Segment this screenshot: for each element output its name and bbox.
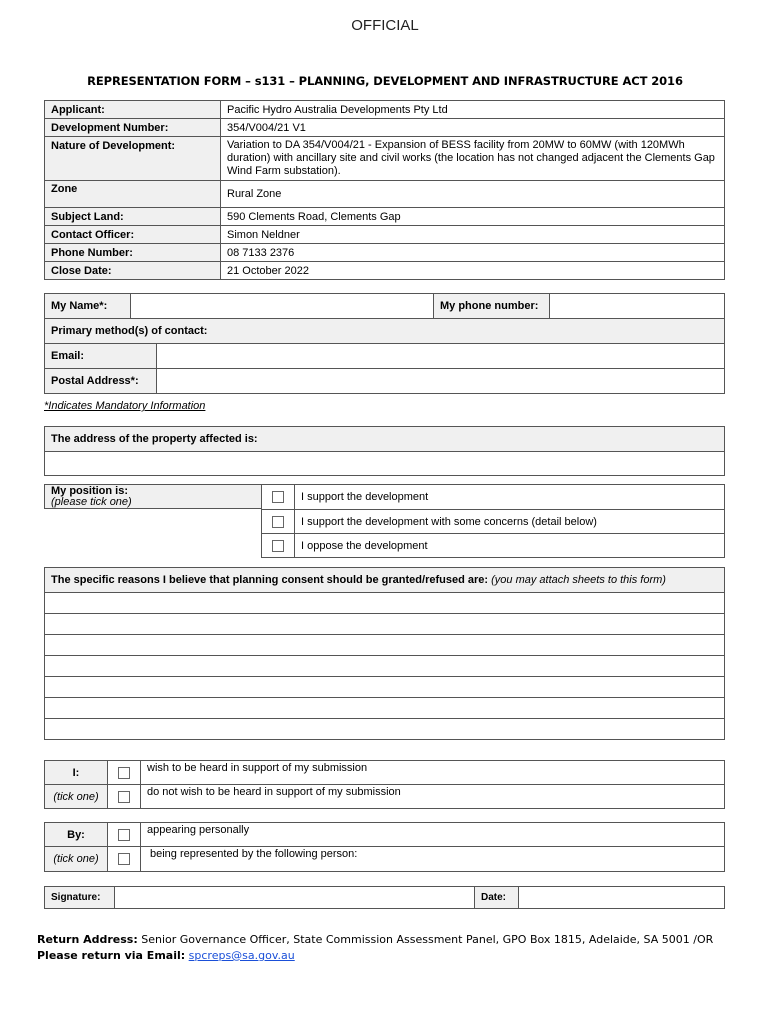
zone-value: Rural Zone [221,181,725,208]
oppose-checkbox[interactable] [272,540,284,552]
nature-value: Variation to DA 354/V004/21 - Expansion of BESS facility from 20MW to 60MW (with 120MWh duration) with ancillary site and civil works (the location has not changed adjacent the Clements Gap Wind Farm substation). [221,137,725,181]
reasons-line[interactable] [45,656,725,677]
reasons-line[interactable] [45,719,725,740]
close-date-label: Close Date: [45,262,221,280]
my-phone-label: My phone number: [434,294,550,319]
reasons-line[interactable] [45,677,725,698]
heard-label: I: [45,761,108,785]
signature-field[interactable] [115,887,475,909]
support-checkbox[interactable] [272,491,284,503]
table-row [45,119,725,137]
my-name-label: My Name*: [45,294,131,319]
classification-label: OFFICIAL [351,17,419,34]
property-address-field[interactable] [45,452,725,476]
primary-method-label: Primary method(s) of contact: [45,319,725,344]
reasons-line[interactable] [45,635,725,656]
not-wish-heard-checkbox[interactable] [118,791,130,803]
development-number-label: Development Number: [45,119,221,137]
return-email-link[interactable]: spcreps@sa.gov.au [188,949,295,962]
position-label-cell [44,484,262,509]
phone-number-label: Phone Number: [45,244,221,262]
reasons-label-cell [45,568,725,593]
reasons-line[interactable] [45,614,725,635]
heard-sublabel: (tick one) [45,785,108,809]
applicant-value: Pacific Hydro Australia Developments Pty Ltd [221,101,725,119]
position-sublabel: (please tick one) [51,496,132,508]
contact-officer-label: Contact Officer: [45,226,221,244]
development-info-table [44,100,725,280]
wish-heard-checkbox[interactable] [118,767,130,779]
table-row [45,208,725,226]
email-field[interactable] [157,344,725,369]
subject-land-label: Subject Land: [45,208,221,226]
oppose-label: I oppose the development [295,534,725,558]
property-address-table [44,426,725,476]
table-row [45,181,725,208]
mandatory-note: *Indicates Mandatory Information [44,400,206,412]
close-date-value: 21 October 2022 [221,262,725,280]
position-label: My position is: [51,485,128,497]
table-row [45,101,725,119]
heard-table [44,760,725,809]
reasons-line[interactable] [45,698,725,719]
contact-method-table [44,318,725,394]
reasons-line[interactable] [45,593,725,614]
position-option-row [262,510,725,534]
postal-address-field[interactable] [157,369,725,394]
contact-officer-value: Simon Neldner [221,226,725,244]
zone-label: Zone [45,181,221,208]
represented-checkbox[interactable] [118,853,130,865]
support-concerns-checkbox[interactable] [272,516,284,528]
phone-number-value: 08 7133 2376 [221,244,725,262]
my-phone-field[interactable] [550,294,725,319]
by-table [44,822,725,872]
position-options-table [261,484,725,558]
wish-heard-label: wish to be heard in support of my submission [141,761,725,785]
appearing-personally-label: appearing personally [141,823,725,847]
return-address-block [37,932,713,964]
return-address-label: Return Address: [37,933,138,946]
appearing-personally-checkbox[interactable] [118,829,130,841]
reasons-note: (you may attach sheets to this form) [491,574,666,586]
by-sublabel: (tick one) [45,847,108,872]
table-row [45,226,725,244]
subject-land-value: 590 Clements Road, Clements Gap [221,208,725,226]
signature-table [44,886,725,909]
table-row [45,262,725,280]
not-wish-heard-label: do not wish to be heard in support of my submission [141,785,725,809]
contact-table [44,293,725,319]
signature-label: Signature: [45,887,115,909]
return-address-line [37,932,713,948]
return-address-text: Senior Governance Officer, State Commission Assessment Panel, GPO Box 1815, Adelaide, SA 5001 /OR [141,933,714,946]
form-title: REPRESENTATION FORM – s131 – PLANNING, DEVELOPMENT AND INFRASTRUCTURE ACT 2016 [87,74,683,88]
position-option-row [262,534,725,558]
reasons-label: The specific reasons I believe that planning consent should be granted/refused are: [51,574,489,586]
table-row [45,137,725,181]
applicant-label: Applicant: [45,101,221,119]
email-label: Email: [45,344,157,369]
by-label: By: [45,823,108,847]
reasons-table [44,567,725,740]
position-option-row [262,485,725,510]
nature-label: Nature of Development: [45,137,221,181]
property-address-label: The address of the property affected is: [45,427,725,452]
date-label: Date: [475,887,519,909]
support-concerns-label: I support the development with some concerns (detail below) [295,510,725,534]
return-email-line [37,948,713,964]
return-email-label: Please return via Email: [37,949,186,962]
table-row [45,244,725,262]
my-name-field[interactable] [131,294,434,319]
postal-address-label: Postal Address*: [45,369,157,394]
represented-label: being represented by the following person: [141,847,725,872]
support-label: I support the development [295,485,725,510]
date-field[interactable] [519,887,725,909]
development-number-value: 354/V004/21 V1 [221,119,725,137]
